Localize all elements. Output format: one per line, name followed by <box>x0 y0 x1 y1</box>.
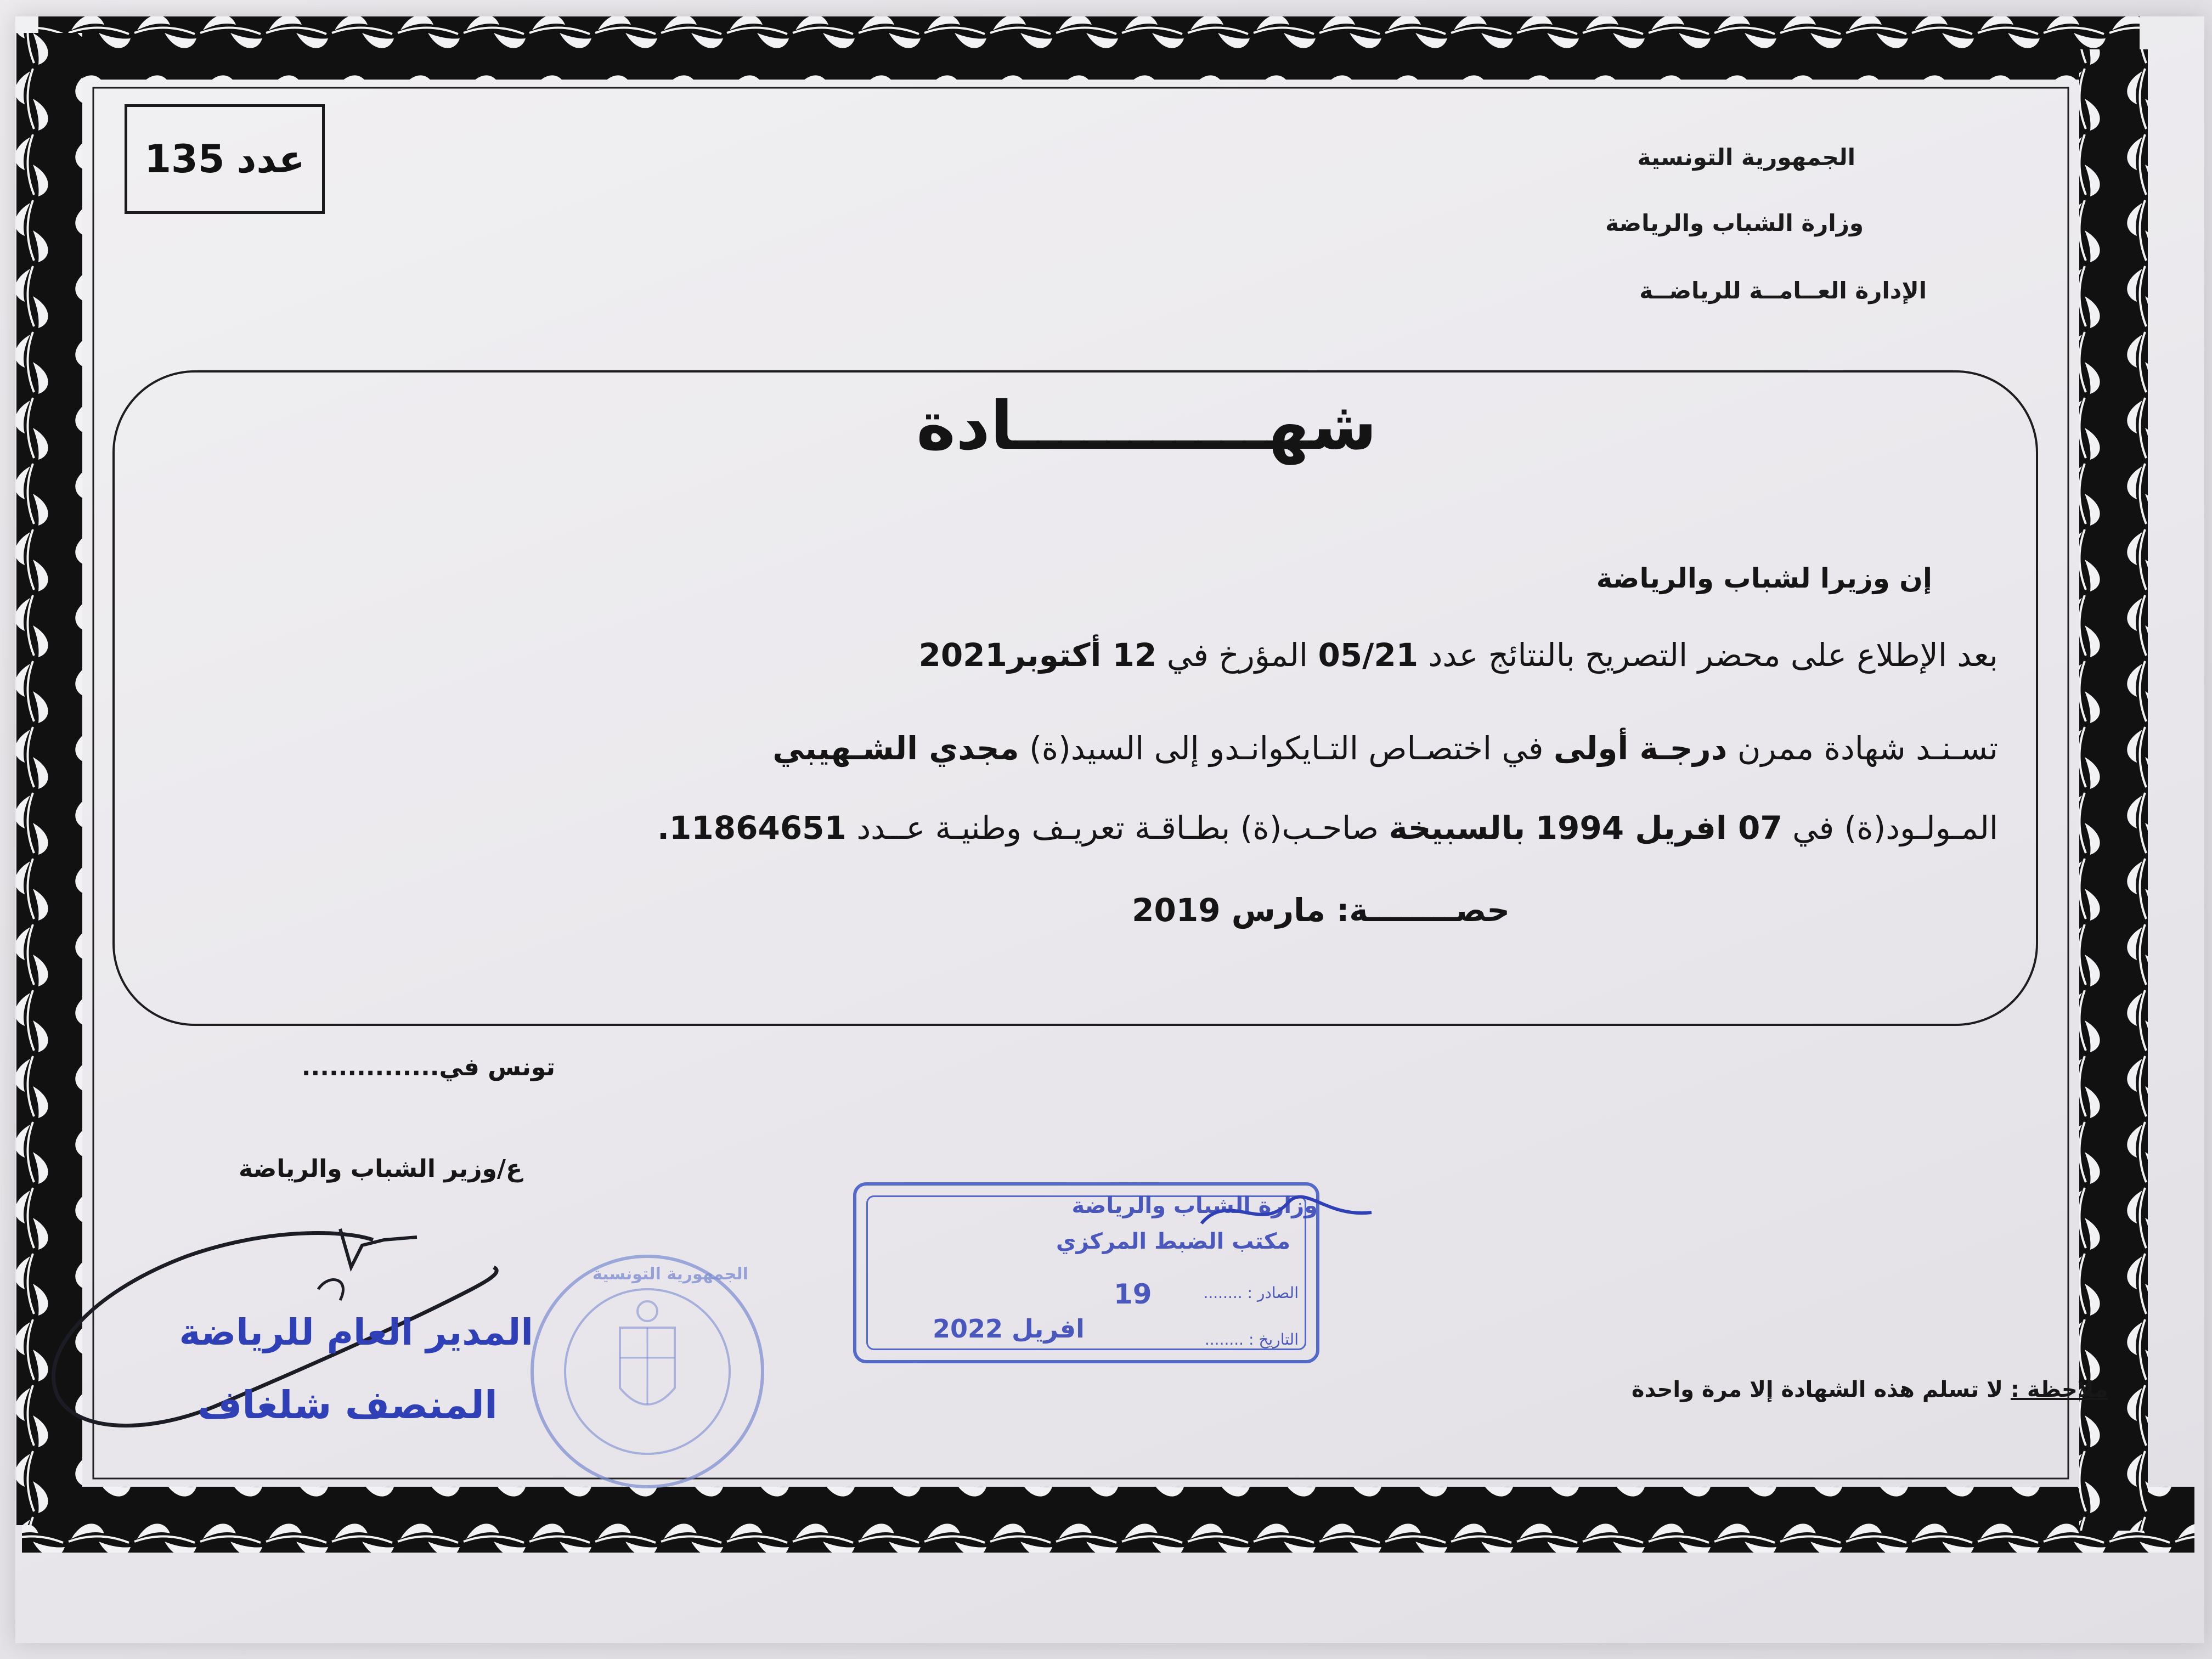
place-date-line: تونس في............... <box>301 1053 555 1081</box>
header-directorate: الإدارة العــامــة للرياضــة <box>1639 277 1927 304</box>
footer-note <box>1632 1377 2108 1402</box>
stamp-ministry: وزارة الشباب والرياضة <box>1071 1193 1318 1218</box>
recipient-name: مجدي الشـهيبي <box>772 730 1019 767</box>
certificate-number-box <box>125 104 325 214</box>
grant-grade: درجـة أولى <box>1553 730 1728 767</box>
body-line-grant <box>772 730 1998 767</box>
on-behalf-line: ع/وزير الشباب والرياضة <box>239 1155 522 1183</box>
header-ministry: وزارة الشباب والرياضة <box>1605 210 1864 236</box>
stamp-initials-scribble <box>1196 1180 1377 1245</box>
report-dated: المؤرخ في <box>1166 636 1308 674</box>
certificate-body-frame <box>112 370 2038 1026</box>
body-line-birth <box>657 809 1998 847</box>
seal-text: الجمهورية التونسية <box>592 1265 748 1284</box>
grant-text: تسـنـد شهادة ممرن <box>1737 730 1998 767</box>
number-value: 135 <box>144 137 225 182</box>
note-label: ملاحظة : <box>2010 1377 2108 1402</box>
grant-discipline: في اختصـاص التـايكوانـدو إلى السيد(ة) <box>1029 730 1544 767</box>
number-label: عدد <box>236 137 305 182</box>
session-label: حصــــــــة: <box>1336 891 1510 929</box>
stamp-office: مكتب الضبط المركزي <box>1056 1229 1290 1254</box>
body-line-report <box>918 636 1998 674</box>
stamp-date-label: التاريخ : ........ <box>1204 1330 1299 1348</box>
stamp-month-year: افريل 2022 <box>933 1314 1085 1344</box>
id-card-text: صاحـب(ة) بطـاقـة تعريـف وطنيـة عــدد <box>856 809 1379 847</box>
birth-date: 07 افريل 1994 <box>1535 809 1782 847</box>
birth-place: بالسبيخة <box>1389 809 1526 847</box>
report-text: بعد الإطلاع على محضر التصريح بالنتائج عدد <box>1428 636 1998 674</box>
body-line-session <box>1132 891 1510 929</box>
birth-text: المـولـود(ة) في <box>1792 809 1998 847</box>
certificate-title: شهـــــــــــادة <box>916 387 1377 465</box>
report-date: 12 أكتوبر2021 <box>918 636 1157 674</box>
header-republic: الجمهورية التونسية <box>1637 144 1855 171</box>
report-number: 05/21 <box>1318 636 1419 674</box>
note-text: لا تسلم هذه الشهادة إلا مرة واحدة <box>1631 1377 2003 1402</box>
session-value: مارس 2019 <box>1132 891 1325 929</box>
body-line-minister: إن وزيرا لشباب والرياضة <box>1596 562 1932 594</box>
stamp-outgoing-label: الصادر : ........ <box>1203 1284 1299 1302</box>
signatory-name: المنصف شلغاف <box>197 1383 498 1427</box>
stamp-day: 19 <box>1114 1278 1152 1310</box>
signatory-title: المدير العام للرياضة <box>179 1311 533 1353</box>
id-card-number: 11864651. <box>657 809 847 847</box>
